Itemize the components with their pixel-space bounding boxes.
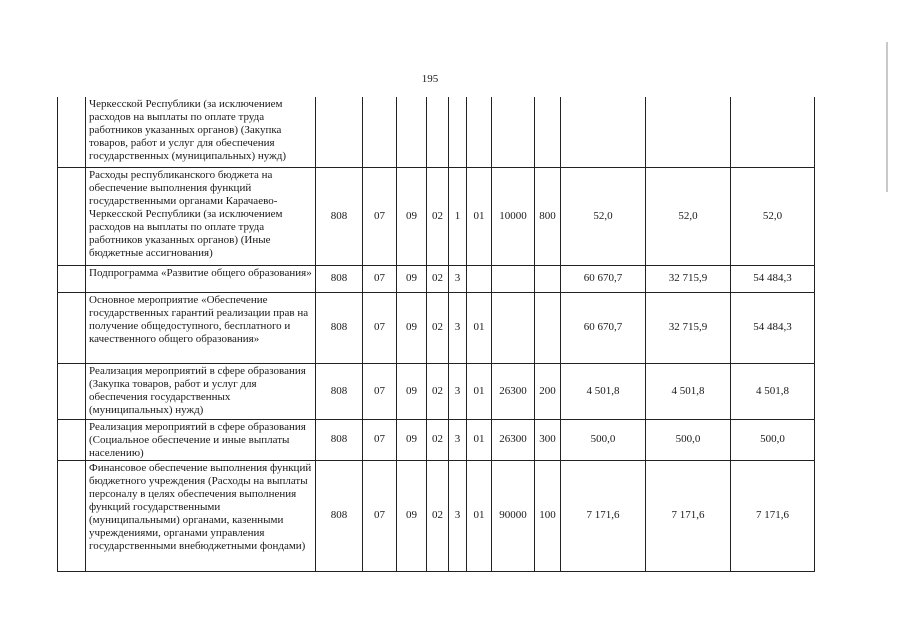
expense-type-code: 800 [535,167,561,265]
direction-code: 26300 [492,363,535,419]
amount-year-2: 32 715,9 [646,292,731,363]
amount-year-1 [561,97,646,167]
subprogram-code: 3 [449,419,467,460]
amount-year-1: 52,0 [561,167,646,265]
amount-year-1: 500,0 [561,419,646,460]
table-row [58,97,815,167]
row-spacer-cell [58,292,86,363]
activity-code: 01 [467,460,492,571]
section-code: 07 [363,167,397,265]
subsection-code: 09 [397,363,427,419]
amount-year-1: 7 171,6 [561,460,646,571]
expense-type-code [535,292,561,363]
expense-name: Расходы республиканского бюджета на обеспечение выполнения функций государственными органами Карачаево-Черкесской Республики (за исключением расходов на выплаты по оплате труда работников указанных органов) (Иные бюджетные ассигнования) [86,167,316,265]
direction-code [492,292,535,363]
budget-table [57,97,815,572]
expense-name: Реализация мероприятий в сфере образования (Социальное обеспечение и иные выплаты населению) [86,419,316,460]
page-number: 195 [421,73,439,85]
activity-code [467,97,492,167]
table-row [58,419,815,460]
amount-year-3: 7 171,6 [731,460,815,571]
subsection-code: 09 [397,265,427,292]
ministry-code: 808 [316,419,363,460]
subprogram-code: 3 [449,265,467,292]
program-code: 02 [427,419,449,460]
expense-type-code: 300 [535,419,561,460]
subprogram-code: 3 [449,292,467,363]
section-code: 07 [363,419,397,460]
subsection-code: 09 [397,167,427,265]
row-spacer-cell [58,167,86,265]
subprogram-code [449,97,467,167]
activity-code: 01 [467,292,492,363]
expense-name: Финансовое обеспечение выполнения функций бюджетного учреждения (Расходы на выплаты персоналу в целях обеспечения выполнения функций государственными (муниципальными) органами, казенными учреждениями, органами управления государственными внебюджетными фондами) [86,460,316,571]
amount-year-3: 52,0 [731,167,815,265]
amount-year-2: 500,0 [646,419,731,460]
expense-type-code: 100 [535,460,561,571]
table-row [58,292,815,363]
row-spacer-cell [58,363,86,419]
activity-code: 01 [467,419,492,460]
amount-year-2: 7 171,6 [646,460,731,571]
amount-year-2 [646,97,731,167]
expense-name: Черкесской Республики (за исключением расходов на выплаты по оплате труда работников указанных органов) (Закупка товаров, работ и услуг для обеспечения государственных (муниципальных) нужд) [86,97,316,167]
expense-name: Подпрограмма «Развитие общего образования» [86,265,316,292]
amount-year-3: 500,0 [731,419,815,460]
amount-year-3 [731,97,815,167]
program-code: 02 [427,167,449,265]
expense-name: Основное мероприятие «Обеспечение государственных гарантий реализации прав на получение общедоступного, бесплатного и качественного общего образования» [86,292,316,363]
activity-code: 01 [467,363,492,419]
row-spacer-cell [58,419,86,460]
ministry-code: 808 [316,292,363,363]
row-spacer-cell [58,265,86,292]
amount-year-2: 4 501,8 [646,363,731,419]
activity-code [467,265,492,292]
subsection-code: 09 [397,460,427,571]
amount-year-2: 32 715,9 [646,265,731,292]
table-row [58,460,815,571]
amount-year-1: 60 670,7 [561,265,646,292]
program-code: 02 [427,265,449,292]
ministry-code: 808 [316,265,363,292]
section-code [363,97,397,167]
subsection-code: 09 [397,419,427,460]
scan-edge-mark [886,42,888,192]
expense-name: Реализация мероприятий в сфере образования (Закупка товаров, работ и услуг для обеспечения государственных (муниципальных) нужд) [86,363,316,419]
subprogram-code: 1 [449,167,467,265]
subprogram-code: 3 [449,460,467,571]
direction-code: 10000 [492,167,535,265]
ministry-code [316,97,363,167]
amount-year-3: 4 501,8 [731,363,815,419]
direction-code: 26300 [492,419,535,460]
ministry-code: 808 [316,167,363,265]
amount-year-1: 60 670,7 [561,292,646,363]
amount-year-1: 4 501,8 [561,363,646,419]
ministry-code: 808 [316,460,363,571]
row-spacer-cell [58,97,86,167]
program-code: 02 [427,292,449,363]
direction-code: 90000 [492,460,535,571]
expense-type-code [535,97,561,167]
program-code [427,97,449,167]
section-code: 07 [363,292,397,363]
table-row [58,363,815,419]
program-code: 02 [427,363,449,419]
program-code: 02 [427,460,449,571]
subsection-code [397,97,427,167]
expense-type-code: 200 [535,363,561,419]
subprogram-code: 3 [449,363,467,419]
amount-year-2: 52,0 [646,167,731,265]
ministry-code: 808 [316,363,363,419]
subsection-code: 09 [397,292,427,363]
section-code: 07 [363,363,397,419]
direction-code [492,265,535,292]
amount-year-3: 54 484,3 [731,265,815,292]
section-code: 07 [363,460,397,571]
activity-code: 01 [467,167,492,265]
table-row [58,167,815,265]
row-spacer-cell [58,460,86,571]
section-code: 07 [363,265,397,292]
expense-type-code [535,265,561,292]
direction-code [492,97,535,167]
amount-year-3: 54 484,3 [731,292,815,363]
table-row [58,265,815,292]
